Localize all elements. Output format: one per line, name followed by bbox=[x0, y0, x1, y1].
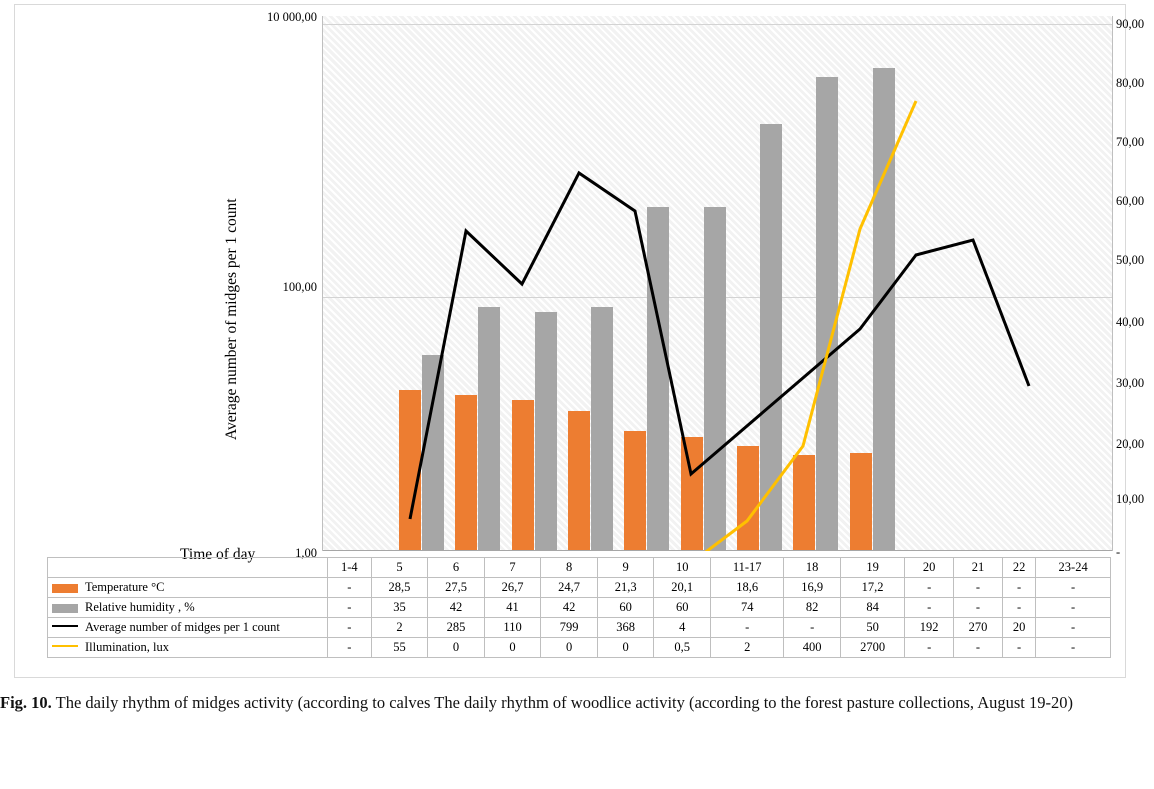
legend-midges bbox=[48, 618, 328, 638]
cell-illum-2: 0 bbox=[428, 638, 485, 658]
col-20: 20 bbox=[905, 558, 954, 578]
cell-temp-11: - bbox=[954, 578, 1003, 598]
figure-caption bbox=[0, 690, 1154, 715]
cell-midges-7: - bbox=[710, 618, 783, 638]
legend-label-humidity: Relative humidity , % bbox=[85, 600, 195, 614]
cell-temp-13: - bbox=[1036, 578, 1111, 598]
cell-temp-9: 17,2 bbox=[840, 578, 904, 598]
legend-humidity bbox=[48, 598, 328, 618]
col-11-17: 11-17 bbox=[710, 558, 783, 578]
cell-midges-2: 285 bbox=[428, 618, 485, 638]
y2-axis-tick-50: 50,00 bbox=[1116, 253, 1145, 267]
y2-axis-tick-70: 70,00 bbox=[1116, 135, 1145, 149]
cell-hum-7: 74 bbox=[710, 598, 783, 618]
cell-illum-12: - bbox=[1002, 638, 1035, 658]
y2-axis-tick-10: 10,00 bbox=[1116, 492, 1145, 506]
cell-temp-8: 16,9 bbox=[784, 578, 841, 598]
chart-frame bbox=[14, 4, 1145, 678]
legend-illumination bbox=[48, 638, 328, 658]
y-axis-tick-10000: 10 000,00 bbox=[267, 10, 317, 24]
cell-midges-6: 4 bbox=[654, 618, 711, 638]
figure-caption-label: Fig. 10. bbox=[0, 693, 52, 712]
cell-hum-9: 84 bbox=[840, 598, 904, 618]
cell-midges-0: - bbox=[328, 618, 372, 638]
y-axis-title: Average number of midges per 1 count bbox=[223, 198, 240, 440]
cell-midges-12: 20 bbox=[1002, 618, 1035, 638]
cell-illum-3: 0 bbox=[484, 638, 541, 658]
y-axis-tick-1: 1,00 bbox=[295, 546, 317, 560]
cell-midges-4: 799 bbox=[541, 618, 598, 638]
cell-hum-5: 60 bbox=[597, 598, 654, 618]
table-row-illumination bbox=[48, 638, 1111, 658]
y2-axis-tick-30: 30,00 bbox=[1116, 376, 1145, 390]
cell-temp-1: 28,5 bbox=[371, 578, 428, 598]
cell-midges-10: 192 bbox=[905, 618, 954, 638]
legend-label-illumination: Illumination, lux bbox=[85, 640, 170, 654]
cell-hum-11: - bbox=[954, 598, 1003, 618]
col-6: 6 bbox=[428, 558, 485, 578]
legend-swatch-humidity-icon bbox=[52, 604, 78, 613]
cell-temp-6: 20,1 bbox=[654, 578, 711, 598]
legend-swatch-temperature-icon bbox=[52, 584, 78, 593]
cell-midges-13: - bbox=[1036, 618, 1111, 638]
col-1-4: 1-4 bbox=[328, 558, 372, 578]
cell-midges-3: 110 bbox=[484, 618, 541, 638]
legend-line-illumination-icon bbox=[52, 645, 78, 647]
cell-hum-0: - bbox=[328, 598, 372, 618]
cell-illum-9: 2700 bbox=[840, 638, 904, 658]
col-22: 22 bbox=[1002, 558, 1035, 578]
cell-hum-10: - bbox=[905, 598, 954, 618]
y2-axis-tick-0: - bbox=[1116, 545, 1121, 559]
col-5: 5 bbox=[371, 558, 428, 578]
table-row-header bbox=[48, 558, 1111, 578]
cell-midges-9: 50 bbox=[840, 618, 904, 638]
cell-midges-8: - bbox=[784, 618, 841, 638]
col-23-24: 23-24 bbox=[1036, 558, 1111, 578]
cell-temp-2: 27,5 bbox=[428, 578, 485, 598]
cell-temp-5: 21,3 bbox=[597, 578, 654, 598]
cell-midges-1: 2 bbox=[371, 618, 428, 638]
col-9: 9 bbox=[597, 558, 654, 578]
cell-illum-13: - bbox=[1036, 638, 1111, 658]
cell-illum-7: 2 bbox=[710, 638, 783, 658]
cell-hum-8: 82 bbox=[784, 598, 841, 618]
table-row-midges bbox=[48, 618, 1111, 638]
cell-illum-11: - bbox=[954, 638, 1003, 658]
col-19: 19 bbox=[840, 558, 904, 578]
cell-temp-10: - bbox=[905, 578, 954, 598]
cell-illum-0: - bbox=[328, 638, 372, 658]
col-7: 7 bbox=[484, 558, 541, 578]
data-table bbox=[47, 557, 1111, 658]
table-row-humidity bbox=[48, 598, 1111, 618]
legend-line-midges-icon bbox=[52, 625, 78, 627]
y2-axis-tick-60: 60,00 bbox=[1116, 194, 1145, 208]
legend-cell-empty bbox=[48, 558, 328, 578]
cell-hum-6: 60 bbox=[654, 598, 711, 618]
line-series-layer bbox=[323, 16, 1112, 551]
y2-axis-tick-80: 80,00 bbox=[1116, 76, 1145, 90]
legend-label-midges: Average number of midges per 1 count bbox=[85, 620, 280, 634]
cell-hum-1: 35 bbox=[371, 598, 428, 618]
figure-caption-text: The daily rhythm of midges activity (according to calves The daily rhythm of woodlice activity (according to the forest pasture collections, August 19-20) bbox=[51, 693, 1074, 712]
cell-hum-12: - bbox=[1002, 598, 1035, 618]
cell-midges-11: 270 bbox=[954, 618, 1003, 638]
cell-temp-3: 26,7 bbox=[484, 578, 541, 598]
cell-illum-5: 0 bbox=[597, 638, 654, 658]
plot-area bbox=[322, 16, 1113, 551]
cell-temp-0: - bbox=[328, 578, 372, 598]
col-21: 21 bbox=[954, 558, 1003, 578]
table-row-temperature bbox=[48, 578, 1111, 598]
legend-temperature bbox=[48, 578, 328, 598]
col-18: 18 bbox=[784, 558, 841, 578]
y-axis-tick-100: 100,00 bbox=[282, 280, 317, 294]
y2-axis-tick-40: 40,00 bbox=[1116, 315, 1145, 329]
cell-temp-4: 24,7 bbox=[541, 578, 598, 598]
cell-hum-4: 42 bbox=[541, 598, 598, 618]
cell-hum-13: - bbox=[1036, 598, 1111, 618]
y2-axis-tick-20: 20,00 bbox=[1116, 437, 1145, 451]
line-illumination bbox=[691, 101, 916, 551]
col-10: 10 bbox=[654, 558, 711, 578]
x-axis-title: Time of day bbox=[180, 546, 256, 563]
cell-illum-1: 55 bbox=[371, 638, 428, 658]
col-8: 8 bbox=[541, 558, 598, 578]
line-midges bbox=[410, 173, 1029, 519]
cell-temp-12: - bbox=[1002, 578, 1035, 598]
cell-temp-7: 18,6 bbox=[710, 578, 783, 598]
legend-label-temperature: Temperature °C bbox=[85, 580, 165, 594]
cell-illum-10: - bbox=[905, 638, 954, 658]
y2-axis-tick-90: 90,00 bbox=[1116, 17, 1145, 31]
cell-hum-3: 41 bbox=[484, 598, 541, 618]
cell-illum-8: 400 bbox=[784, 638, 841, 658]
cell-illum-6: 0,5 bbox=[654, 638, 711, 658]
cell-midges-5: 368 bbox=[597, 618, 654, 638]
cell-illum-4: 0 bbox=[541, 638, 598, 658]
cell-hum-2: 42 bbox=[428, 598, 485, 618]
